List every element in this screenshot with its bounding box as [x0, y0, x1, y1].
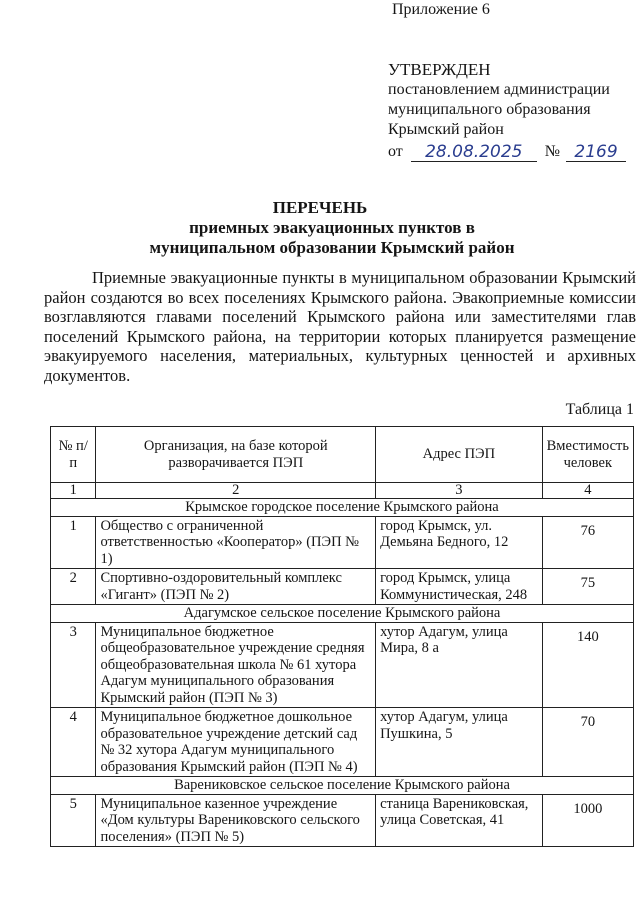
approved-label: УТВЕРЖДЕН — [388, 60, 491, 79]
handwritten-number: 2169 — [566, 143, 626, 162]
document-subtitle-line: муниципальном образовании Крымский район — [149, 238, 515, 257]
document-subtitle-line: приемных эвакуационных пунктов в — [189, 218, 475, 237]
row-address: хутор Адагум, улица Пушкина, 5 — [376, 708, 543, 777]
section-title: Варениковское сельское поселение Крымского района — [51, 777, 634, 795]
row-capacity: 140 — [542, 622, 633, 708]
row-num: 2 — [51, 569, 96, 605]
date-prefix: от — [388, 143, 403, 160]
section-row — [51, 777, 634, 795]
row-capacity: 1000 — [542, 794, 633, 847]
row-capacity: 76 — [542, 516, 633, 569]
section-row — [51, 605, 634, 623]
document-title: ПЕРЕЧЕНЬ — [272, 198, 368, 217]
header-org: Организация, на базе которой разворачивается ПЭП — [96, 427, 376, 483]
intro-paragraph: Приемные эвакуационные пункты в муниципальном образовании Крымский район создаются во всех поселениях Крымского района. Эвакоприемные комиссии возглавляются главами поселений Крымского района или заместителями глав поселений Крымского района, на территории которых планируется размещение эвакуируемого населения, материальных, культурных ценностей и архивных документов. — [44, 268, 636, 385]
row-capacity: 75 — [542, 569, 633, 605]
approval-line: постановлением администрации — [388, 81, 610, 98]
header-num: № п/п — [51, 427, 96, 483]
row-address: хутор Адагум, улица Мира, 8 а — [376, 622, 543, 708]
approval-line: Крымский район — [388, 121, 504, 138]
header-address: Адрес ПЭП — [376, 427, 543, 483]
table-header-row — [51, 427, 634, 483]
row-capacity: 70 — [542, 708, 633, 777]
column-number-row — [51, 483, 634, 499]
handwritten-date: 28.08.2025 — [411, 143, 537, 162]
row-num: 1 — [51, 516, 96, 569]
section-title: Адагумское сельское поселение Крымского района — [51, 605, 634, 623]
header-capacity: Вместимость человек — [542, 427, 633, 483]
evacuation-points-table — [50, 426, 634, 847]
table-row — [51, 569, 634, 605]
table-row — [51, 516, 634, 569]
row-address: город Крымск, улица Коммунистическая, 248 — [376, 569, 543, 605]
row-num: 4 — [51, 708, 96, 777]
row-org: Муниципальное казенное учреждение «Дом культуры Варениковского сельского поселения» (ПЭП № 5) — [96, 794, 376, 847]
table-row — [51, 708, 634, 777]
approval-block — [388, 60, 626, 162]
section-title: Крымское городское поселение Крымского района — [51, 499, 634, 517]
table-row — [51, 622, 634, 708]
approval-line: муниципального образования — [388, 101, 591, 118]
column-number: 3 — [376, 483, 543, 499]
column-number: 2 — [96, 483, 376, 499]
row-org: Муниципальное бюджетное дошкольное образовательное учреждение детский сад № 32 хутора Адагум муниципального образования Крымский район (ПЭП № 4) — [96, 708, 376, 777]
row-org: Спортивно-оздоровительный комплекс «Гигант» (ПЭП № 2) — [96, 569, 376, 605]
column-number: 1 — [51, 483, 96, 499]
row-num: 5 — [51, 794, 96, 847]
appendix-label: Приложение 6 — [392, 1, 490, 18]
row-org: Муниципальное бюджетное общеобразовательное учреждение средняя общеобразовательная школа № 61 хутора Адагум муниципального образования Крымский район (ПЭП № 3) — [96, 622, 376, 708]
number-prefix: № — [544, 143, 561, 160]
section-row — [51, 499, 634, 517]
row-org: Общество с ограниченной ответственностью «Кооператор» (ПЭП № 1) — [96, 516, 376, 569]
row-address: станица Варениковская, улица Советская, 41 — [376, 794, 543, 847]
row-address: город Крымск, ул. Демьяна Бедного, 12 — [376, 516, 543, 569]
column-number: 4 — [542, 483, 633, 499]
table-row — [51, 794, 634, 847]
table-caption: Таблица 1 — [565, 401, 634, 418]
row-num: 3 — [51, 622, 96, 708]
date-number-line — [388, 142, 626, 162]
